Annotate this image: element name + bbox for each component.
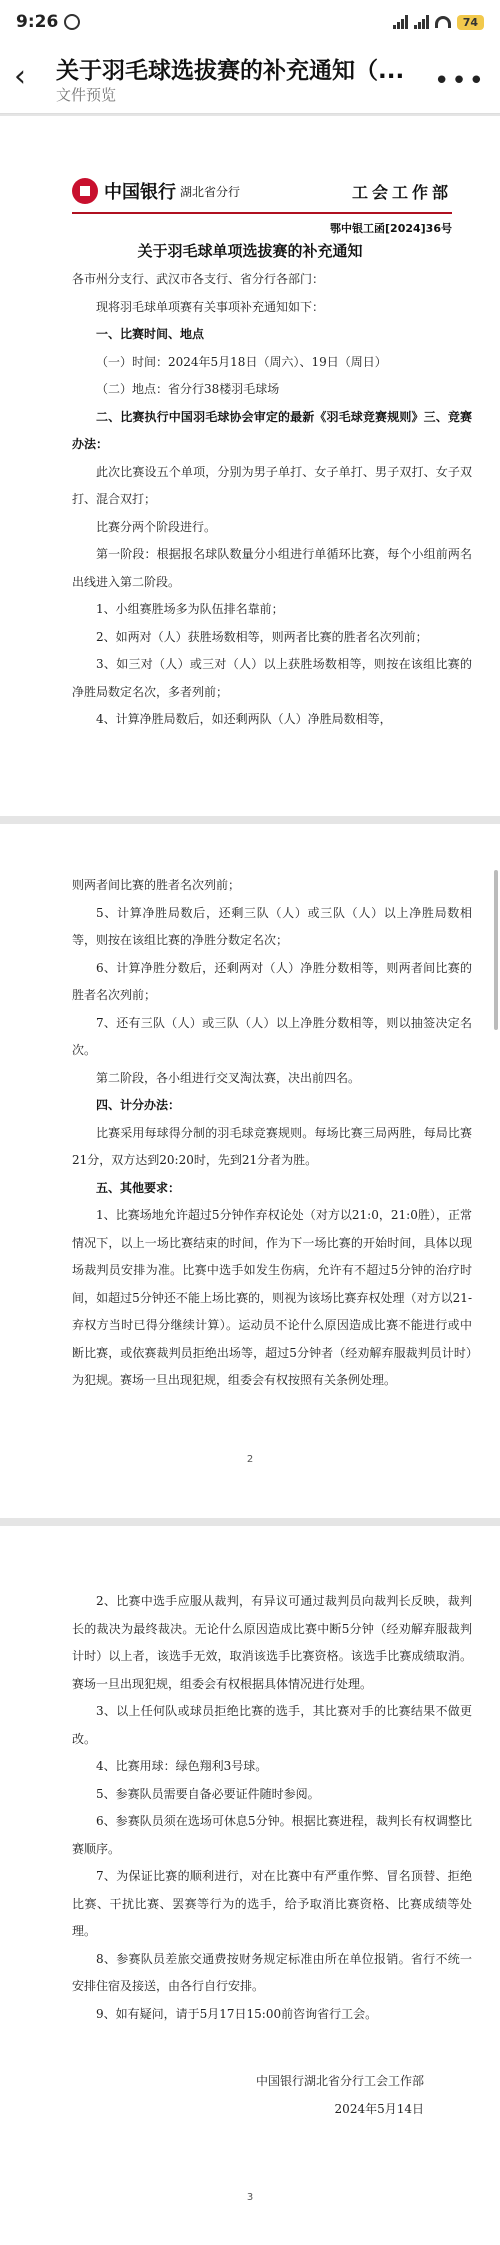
- letterhead: [72, 176, 452, 206]
- bank-logo-icon: [72, 178, 98, 204]
- status-icons: [393, 15, 484, 30]
- section-heading: 四、计分办法：: [96, 1098, 181, 1112]
- paragraph: 第一阶段：根据报名球队数量分小组进行单循环比赛，每个小组前两名出线进入第二阶段。: [72, 547, 472, 589]
- page-3-body: [72, 1588, 472, 2123]
- document-page-3: [0, 1526, 500, 2245]
- signature-date: 2024年5月14日: [334, 2101, 424, 2116]
- union-name: 工会工作部: [351, 182, 452, 202]
- page-number: 3: [246, 2192, 254, 2203]
- bank-name: 中国银行: [104, 182, 176, 203]
- document-page-1: [0, 116, 500, 816]
- page-number: 2: [246, 1454, 254, 1465]
- letterhead-divider: [72, 212, 452, 214]
- paragraph: 9、如有疑问，请于5月17日15:00前咨询省行工会。: [96, 2006, 378, 2021]
- paragraph: 3、如三对（人）或三对（人）以上获胜场数相等，则按在该组比赛的净胜局数定名次，多者列前；: [72, 657, 472, 699]
- paragraph: 比赛采用每球得分制的羽毛球竞赛规则。每场比赛三局两胜，每局比赛21分，双方达到20:20时，先到21分者为胜。: [72, 1125, 472, 1167]
- paragraph: 1、比赛场地允许超过5分钟作弃权论处（对方以21:0，21:0胜），正常情况下，以上一场比赛结束的时间，作为下一场比赛的开始时间，具体以现场裁判员安排为准。比赛中选手如发生伤病，允许有不超过5分钟的治疗时间，如超过5分钟还不能上场比赛的，则视为该场比赛弃权处理（对方以21-弃权方当时已得分继续计算）。运动员不论什么原因造成比赛不能进行或中断比赛，或依赛裁判员拒绝出场等，超过5分钟者（经劝解弃服裁判员计时）为犯规。赛场一旦出现犯规，组委会有权按照有关条例处理。: [72, 1208, 472, 1387]
- section-heading: 一、比赛时间、地点: [96, 327, 205, 341]
- back-button[interactable]: [14, 59, 36, 94]
- app-header: [0, 44, 500, 114]
- section-heading: 五、其他要求：: [96, 1180, 181, 1195]
- paragraph: 则两者间比赛的胜者名次列前；: [72, 878, 241, 892]
- paragraph: 5、计算净胜局数后，还剩三队（人）或三队（人）以上净胜局数相等，则按在该组比赛的净胜分数定名次；: [72, 905, 472, 947]
- paragraph: 比赛分两个阶段进行。: [96, 519, 217, 534]
- paragraph: 4、比赛用球：绿色翔利3号球。: [96, 1759, 268, 1773]
- paragraph: 6、计算净胜分数后，还剩两对（人）净胜分数相等，则两者间比赛的胜者名次列前；: [72, 960, 472, 1002]
- more-button[interactable]: [434, 66, 486, 96]
- signal-icon-2: [414, 15, 429, 29]
- paragraph: 4、计算净胜局数后，如还剩两队（人）净胜局数相等，: [96, 712, 392, 726]
- paragraph: 2、比赛中选手应服从裁判，有异议可通过裁判员向裁判长反映，裁判长的裁决为最终裁决。无论什么原因造成比赛中断5分钟（经劝解弃服裁判计时）以上者，该选手无效，取消该选手比赛资格。该选手比赛成绩取消。赛场一旦出现犯规，组委会有权根据具体情况进行处理。: [72, 1594, 472, 1691]
- paragraph: （一）时间：2024年5月18日（周六）、19日（周日）: [96, 354, 387, 369]
- chevron-left-icon: ‹: [14, 59, 26, 94]
- status-bar: [0, 0, 500, 44]
- section-heading: 二、比赛执行中国羽毛球协会审定的最新《羽毛球竞赛规则》三、竞赛办法：: [72, 409, 472, 451]
- time-text: 9:26: [16, 12, 59, 32]
- scrollbar[interactable]: [494, 870, 498, 1030]
- paragraph: 7、还有三队（人）或三队（人）以上净胜分数相等，则以抽签决定名次。: [72, 1015, 472, 1057]
- paragraph: 第二阶段，各小组进行交叉淘汰赛，决出前四名。: [96, 1070, 361, 1085]
- signature-org: 中国银行湖北省分行工会工作部: [255, 2074, 424, 2088]
- paragraph: 1、小组赛胜场多为队伍排名靠前；: [96, 602, 284, 616]
- more-icon: •••: [433, 66, 486, 96]
- paragraph: 8、参赛队员差旅交通费按财务规定标准由所在单位报销。省行不统一安排住宿及接送，由各行自行安排。: [72, 1951, 472, 1993]
- paragraph: 现将羽毛球单项赛有关事项补充通知如下：: [96, 299, 325, 314]
- paragraph: 各市州分支行、武汉市各支行、省分行各部门：: [72, 272, 325, 286]
- page-title: 关于羽毛球选拔赛的补充通知（...: [56, 58, 405, 84]
- paragraph: （二）地点：省分行38楼羽毛球场: [96, 382, 280, 396]
- page-1-body: [72, 266, 472, 734]
- page-2-body: [72, 872, 472, 1395]
- paragraph: 此次比赛设五个单项，分别为男子单打、女子单打、男子双打、女子双打、混合双打；: [72, 464, 472, 506]
- paragraph: 3、以上任何队或球员拒绝比赛的选手，其比赛对手的比赛结果不做更改。: [72, 1704, 472, 1746]
- document-page-2: [0, 824, 500, 1518]
- paragraph: 2、如两对（人）获胜场数相等，则两者比赛的胜者名次列前；: [96, 629, 428, 644]
- paragraph: 6、参赛队员须在选场可休息5分钟。根据比赛进程，裁判长有权调整比赛顺序。: [72, 1814, 472, 1856]
- signal-icon: [393, 15, 408, 29]
- wifi-icon: [435, 16, 451, 28]
- paragraph: 7、为保证比赛的顺利进行，对在比赛中有严重作弊、冒名顶替、拒绝比赛、干扰比赛、罢赛等行为的选手，给予取消比赛资格、比赛成绩等处理。: [72, 1869, 472, 1938]
- document-title: 关于羽毛球单项选拔赛的补充通知: [137, 242, 363, 260]
- alarm-icon: [64, 14, 80, 30]
- branch-name: 湖北省分行: [180, 184, 241, 199]
- page-subtitle: 文件预览: [56, 86, 117, 104]
- paragraph: 5、参赛队员需要自备必要证件随时参阅。: [96, 1786, 320, 1801]
- status-time: [16, 12, 80, 32]
- battery-icon: 74: [457, 15, 484, 30]
- document-number: 鄂中银工函[2024]36号: [330, 222, 452, 235]
